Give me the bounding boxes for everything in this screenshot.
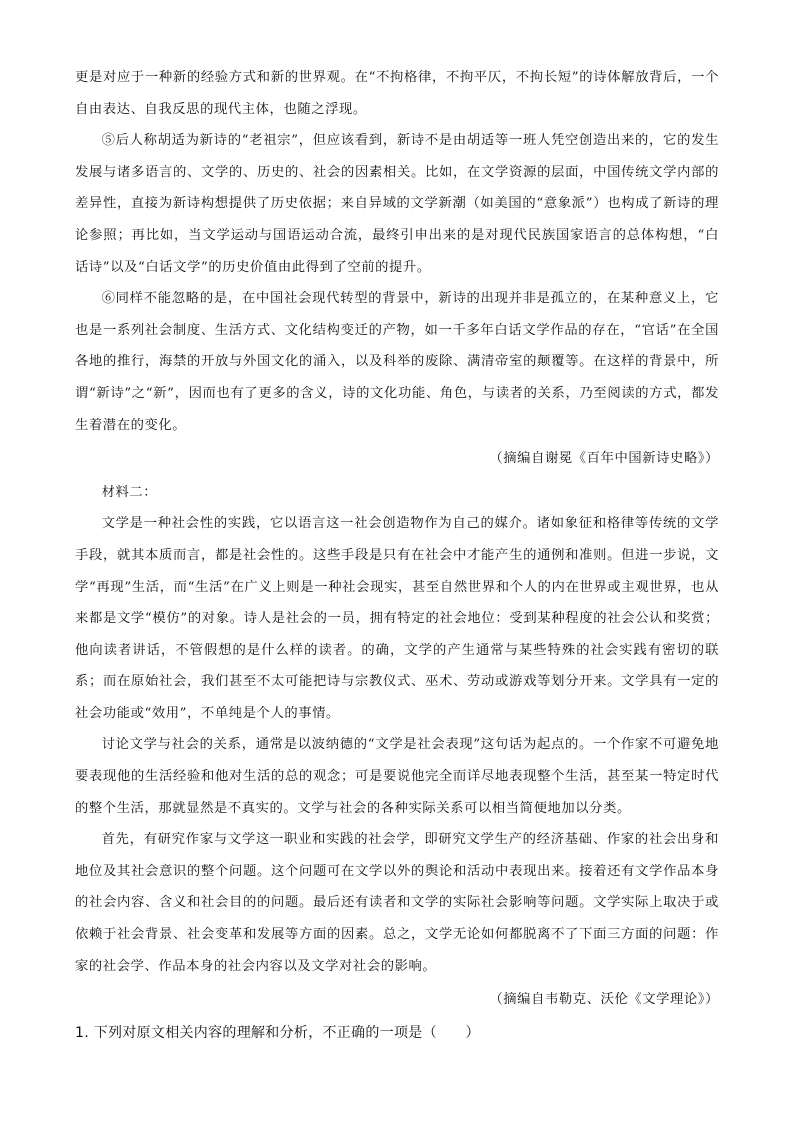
question-1: 1. 下列对原文相关内容的理解和分析，不正确的一项是（ ） bbox=[75, 1024, 480, 1041]
document-page bbox=[75, 62, 719, 1048]
paragraph-5: ⑤后人称胡适为新诗的“老祖宗”，但应该看到，新诗不是由胡适等一班人凭空创造出来的，它的发生发展与诸多语言的、文学的、历史的、社会的因素相关。比如，在文学资源的层面，中国传统文学内部的差异性，直接为新诗构想提供了历史依据；来自异域的文学新潮（如美国的“意象派”）也构成了新诗的理论参照；再比如，当文学运动与国语运动合流，最终引申出来的是对现代民族国家语言的总体构想，“白话诗”以及“白话文学”的历史价值由此得到了空前的提升。 bbox=[75, 133, 719, 275]
paragraph-continued: 更是对应于一种新的经验方式和新的世界观。在“不拘格律，不拘平仄，不拘长短”的诗体解放背后，一个自由表达、自我反思的现代主体，也随之浮现。 bbox=[75, 70, 719, 117]
material-2-paragraph-1: 文学是一种社会性的实践，它以语言这一社会创造物作为自己的媒介。诸如象征和格律等传统的文学手段，就其本质而言，都是社会性的。这些手段是只有在社会中才能产生的通例和准则。但进一步说，文学“再现”生活，而“生活”在广义上则是一种社会现实，甚至自然世界和个人的内在世界或主观世界，也从来都是文学“模仿”的对象。诗人是社会的一员，拥有特定的社会地位：受到某种程度的社会公认和奖赏；他向读者讲话，不管假想的是什么样的读者。的确，文学的产生通常与某些特殊的社会实践有密切的联系；而在原始社会，我们甚至不太可能把诗与宗教仪式、巫术、劳动或游戏等划分开来。文学具有一定的社会功能或“效用”，不单纯是个人的事情。 bbox=[75, 516, 719, 721]
paragraph-6: ⑥同样不能忽略的是，在中国社会现代转型的背景中，新诗的出现并非是孤立的，在某种意义上，它也是一系列社会制度、生活方式、文化结构变迁的产物，如一千多年白话文学作品的存在，“官话”在全国各地的推行，海禁的开放与外国文化的涌入，以及科举的废除、满清帝室的颠覆等。在这样的背景中，所谓“新诗”之“新”，因而也有了更多的含义，诗的文化功能、角色，与读者的关系，乃至阅读的方式，都发生着潜在的变化。 bbox=[75, 291, 719, 433]
source-citation-2: （摘编自韦勒克、沃伦《文学理论》） bbox=[489, 992, 719, 1008]
material-2-paragraph-2: 讨论文学与社会的关系，通常是以波纳德的“文学是社会表现”这句话为起点的。一个作家不可避免地要表现他的生活经验和他对生活的总的观念；可是要说他完全而详尽地表现整个生活，甚至某一特定时代的整个生活，那就显然是不真实的。文学与社会的各种实际关系可以相当简便地加以分类。 bbox=[75, 737, 719, 816]
source-citation-1: （摘编自谢冕《百年中国新诗史略》） bbox=[489, 451, 719, 467]
material-2-label: 材料二： bbox=[101, 484, 158, 500]
material-2-paragraph-3: 首先，有研究作家与文学这一职业和实践的社会学，即研究文学生产的经济基础、作家的社会出身和地位及其社会意识的整个问题。这个问题可在文学以外的舆论和活动中表现出来。接着还有文学作品本身的社会内容、含义和社会目的的问题。最后还有读者和文学的实际社会影响等问题。文学实际上取决于或依赖于社会背景、社会变革和发展等方面的因素。总之，文学无论如何都脱离不了下面三方面的问题：作家的社会学、作品本身的社会内容以及文学对社会的影响。 bbox=[75, 832, 719, 974]
